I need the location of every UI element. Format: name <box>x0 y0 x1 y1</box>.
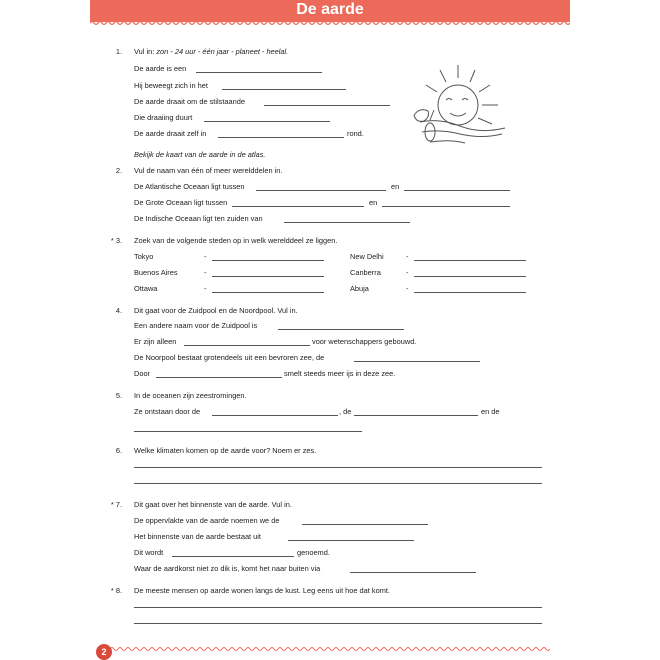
answer-line[interactable] <box>284 222 410 223</box>
q1-end-word: rond. <box>347 129 364 138</box>
answer-line[interactable] <box>134 431 362 432</box>
q1-prompt-prefix: Vul in: <box>134 47 155 56</box>
dash: - <box>204 284 207 293</box>
q4-prompt: Dit gaat voor de Zuidpool en de Noordpool. Vul in. <box>134 306 298 315</box>
q2-line-2: De Grote Oceaan ligt tussen <box>134 198 228 207</box>
page-title: De aarde <box>296 1 364 18</box>
q2-line-1: De Atlantische Oceaan ligt tussen <box>134 182 245 191</box>
answer-line[interactable] <box>212 415 338 416</box>
q2-line-3: De Indische Oceaan ligt ten zuiden van <box>134 214 263 223</box>
header-banner <box>90 0 570 22</box>
city-right-1: New Delhi <box>350 252 384 261</box>
q7-prompt: Dit gaat over het binnenste van de aarde. Vul in. <box>134 500 292 509</box>
q7-marker: * 7. <box>110 500 122 509</box>
answer-line[interactable] <box>172 556 294 557</box>
city-left-2: Buenos Aires <box>134 268 178 277</box>
q1-line-1: De aarde is een <box>134 64 187 73</box>
wave-divider-bottom <box>110 646 550 652</box>
wave-divider-top <box>90 20 570 26</box>
q8-marker: * 8. <box>110 586 122 595</box>
answer-line[interactable] <box>278 329 404 330</box>
answer-line[interactable] <box>382 206 510 207</box>
page-number-badge: 2 <box>96 644 112 660</box>
q1-line-4: Die draaiing duurt <box>134 113 193 122</box>
q5-number: 5. <box>115 391 122 400</box>
answer-line[interactable] <box>414 292 526 293</box>
answer-line[interactable] <box>264 105 390 106</box>
answer-line[interactable] <box>196 72 322 73</box>
answer-line[interactable] <box>414 260 526 261</box>
q6-number: 6. <box>115 446 122 455</box>
q2-number: 2. <box>115 166 122 175</box>
answer-line[interactable] <box>156 377 282 378</box>
answer-line[interactable] <box>212 276 324 277</box>
q6-prompt: Welke klimaten komen op de aarde voor? Noem er zes. <box>134 446 317 455</box>
q7-line-2: Het binnenste van de aarde bestaat uit <box>134 532 261 541</box>
answer-line[interactable] <box>184 345 310 346</box>
q4-line-1: Een andere naam voor de Zuidpool is <box>134 321 258 330</box>
answer-line[interactable] <box>354 361 480 362</box>
q7-line-3b: genoemd. <box>297 548 330 557</box>
answer-line[interactable] <box>222 89 346 90</box>
answer-line[interactable] <box>134 467 542 468</box>
q4-line-2b: voor wetenschappers gebouwd. <box>312 337 417 346</box>
dash: - <box>406 252 409 261</box>
q4-line-4a: Door <box>134 369 151 378</box>
city-right-2: Canberra <box>350 268 381 277</box>
q5-comma-de: , de <box>339 407 352 416</box>
sun-with-magnifier-illustration <box>400 60 510 155</box>
q5-prompt: In de oceanen zijn zeestromingen. <box>134 391 247 400</box>
answer-line[interactable] <box>204 121 330 122</box>
q4-line-4b: smelt steeds meer ijs in deze zee. <box>284 369 396 378</box>
q1-line-5: De aarde draait zelf in <box>134 129 207 138</box>
answer-line[interactable] <box>212 292 324 293</box>
answer-line[interactable] <box>134 607 542 608</box>
dash: - <box>204 268 207 277</box>
answer-line[interactable] <box>350 572 476 573</box>
q4-number: 4. <box>115 306 122 315</box>
answer-line[interactable] <box>414 276 526 277</box>
q1-line-3: De aarde draait om de stilstaande <box>134 97 245 106</box>
dash: - <box>406 268 409 277</box>
q1-prompt <box>134 47 288 56</box>
dash: - <box>406 284 409 293</box>
answer-line[interactable] <box>288 540 414 541</box>
answer-line[interactable] <box>354 415 478 416</box>
q7-line-1: De oppervlakte van de aarde noemen we de <box>134 516 280 525</box>
q2-and-2: en <box>369 198 378 207</box>
q3-marker: * 3. <box>110 236 122 245</box>
dash: - <box>204 252 207 261</box>
q1-number: 1. <box>115 47 122 56</box>
answer-line[interactable] <box>134 483 542 484</box>
city-left-1: Tokyo <box>134 252 154 261</box>
city-right-3: Abuja <box>350 284 369 293</box>
answer-line[interactable] <box>218 137 344 138</box>
answer-line[interactable] <box>232 206 364 207</box>
q2-and-1: en <box>391 182 400 191</box>
q7-line-3a: Dit wordt <box>134 548 164 557</box>
answer-line[interactable] <box>256 190 386 191</box>
atlas-note: Bekijk de kaart van de aarde in de atlas. <box>134 150 266 159</box>
q4-line-3: De Noorpool bestaat grotendeels uit een bevroren zee, de <box>134 353 325 362</box>
answer-line[interactable] <box>404 190 510 191</box>
answer-line[interactable] <box>302 524 428 525</box>
q5-line-1a: Ze ontstaan door de <box>134 407 201 416</box>
q4-line-2a: Er zijn alleen <box>134 337 177 346</box>
q7-line-4: Waar de aardkorst niet zo dik is, komt het naar buiten via <box>134 564 321 573</box>
answer-line[interactable] <box>134 623 542 624</box>
q1-word-bank: zon - 24 uur - één jaar - planeet - heelal. <box>156 47 289 56</box>
q8-prompt: De meeste mensen op aarde wonen langs de kust. Leg eens uit hoe dat komt. <box>134 586 390 595</box>
city-left-3: Ottawa <box>134 284 158 293</box>
answer-line[interactable] <box>212 260 324 261</box>
q3-prompt: Zoek van de volgende steden op in welk werelddeel ze liggen. <box>134 236 338 245</box>
q5-and-de: en de <box>481 407 500 416</box>
q2-prompt: Vul de naam van één of meer werelddelen in. <box>134 166 283 175</box>
q1-line-2: Hij beweegt zich in het <box>134 81 208 90</box>
